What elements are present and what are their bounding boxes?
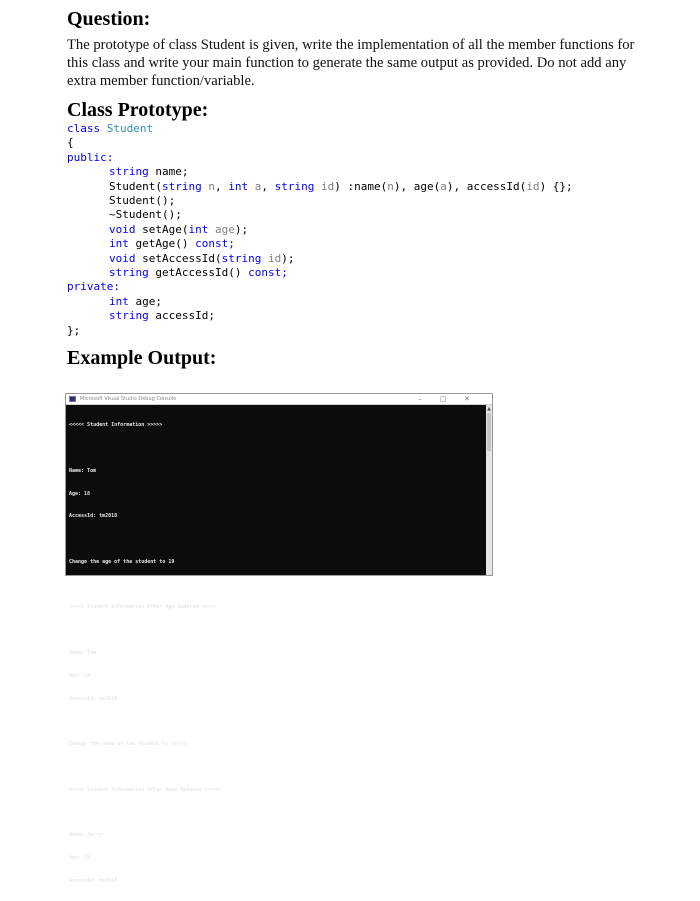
console-line: <<<<< Student Information After Age Updated >>>>>	[69, 604, 217, 611]
console-line	[69, 764, 484, 772]
console-line: Age: 19	[69, 672, 91, 679]
console-line: Name: Tom	[69, 467, 97, 474]
console-line: Age: 18	[69, 490, 91, 497]
question-line: extra member function/variable.	[67, 73, 255, 89]
console-line: <<<<< Student Information After Name Updated >>>>>	[69, 786, 220, 793]
code-line-name: string name;	[109, 165, 189, 179]
class-prototype-code	[67, 122, 573, 338]
debug-console-window	[65, 393, 493, 884]
question-text	[67, 36, 647, 90]
question-heading: Question:	[67, 8, 151, 30]
console-titlebar[interactable]	[66, 394, 492, 405]
class-prototype-heading: Class Prototype:	[67, 99, 209, 121]
console-line	[69, 718, 484, 726]
console-line: AccessId: tm2018	[69, 877, 118, 884]
code-line-ctor: Student(string n, int a, string id) :name(n), age(a), accessId(id) {};	[109, 179, 573, 193]
console-output	[69, 407, 484, 901]
console-line	[69, 445, 484, 453]
console-line	[69, 809, 484, 817]
console-scrollbar[interactable]	[486, 405, 492, 575]
console-line	[69, 536, 484, 544]
code-line-public: public:	[67, 150, 114, 164]
minimize-icon[interactable]: –	[418, 395, 422, 403]
maximize-icon[interactable]: □	[440, 395, 447, 403]
question-line: The prototype of class Student is given, write the implementation of all the member functions for	[67, 37, 635, 53]
console-line: AccessId: tm2018	[69, 513, 118, 520]
example-output-heading: Example Output:	[67, 347, 217, 369]
scrollbar-thumb[interactable]	[487, 413, 491, 451]
code-line-access: string accessId;	[109, 309, 215, 323]
code-line-close-brace: };	[67, 323, 81, 337]
console-line: Change the age of the student to 19	[69, 558, 175, 565]
console-line: Age: 19	[69, 855, 91, 862]
question-line: this class and write your main function to generate the same output as provided. Do not add any	[67, 55, 627, 71]
code-line-open-brace: {	[67, 136, 74, 150]
code-line-private: private:	[67, 280, 120, 294]
code-line-get-age: int getAge() const;	[109, 237, 235, 251]
code-line-set-access: void setAccessId(string id);	[109, 251, 295, 265]
code-line-set-age: void setAge(int age);	[109, 222, 249, 236]
code-line-get-access: string getAccessId() const;	[109, 266, 288, 280]
console-title: Microsoft Visual Studio Debug Console	[80, 396, 177, 402]
code-line-age: int age;	[109, 294, 162, 308]
console-line: Name: Tom	[69, 650, 97, 656]
console-app-icon	[69, 396, 76, 402]
console-line: Name: Jerry	[69, 832, 103, 839]
console-line	[69, 582, 484, 590]
scroll-up-icon[interactable]: ▲	[487, 406, 491, 412]
code-line-dtor: ~Student();	[109, 208, 182, 222]
code-line-class: class Student	[67, 122, 154, 135]
console-line: Change the name of the student to Jerry	[69, 741, 187, 748]
console-line: AccessId: tm2018	[69, 695, 118, 702]
close-icon[interactable]: ✕	[464, 395, 470, 403]
console-line: <<<<< Student Information >>>>>	[69, 422, 163, 429]
console-line	[69, 627, 484, 635]
code-line-default-ctor: Student();	[109, 194, 176, 208]
